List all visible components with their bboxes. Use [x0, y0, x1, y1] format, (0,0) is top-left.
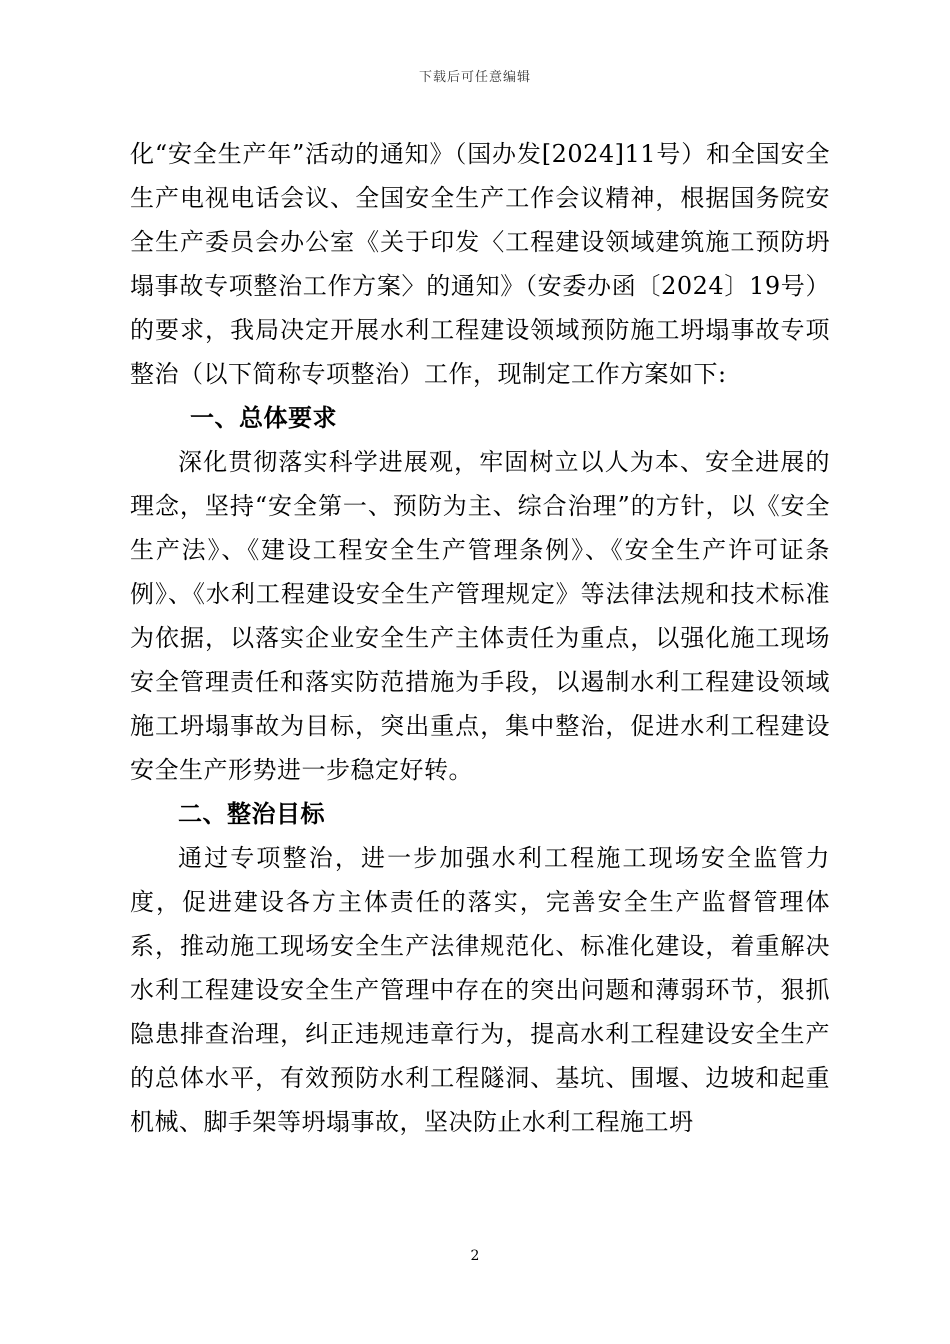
page-header: 下载后可任意编辑	[418, 70, 531, 85]
section-body-general-requirements: 深化贯彻落实科学进展观，牢固树立以人为本、安全进展的理念，坚持“安全第一、预防为主、综合治理”的方针，以《安全生产法》、《建设工程安全生产管理条例》、《安全生产许可证条例》、《水利工程建设安全生产管理规定》等法律法规和技术标准为依据，以落实企业安全生产主体责任为重点，以强化施工现场安全管理责任和落实防范措施为手段，以遏制水利工程建设领域施工坍塌事故为目标，突出重点，集中整治，促进水利工程建设安全生产形势进一步稳定好转。	[130, 448, 830, 784]
intro-paragraph: 化“安全生产年”活动的通知》（国办发[2024]11号）和全国安全生产电视电话会议、全国安全生产工作会议精神，根据国务院安全生产委员会办公室《关于印发〈工程建设领域建筑施工预防坍塌事故专项整治工作方案〉的通知》（安委办函〔2024〕19号）的要求，我局决定开展水利工程建设领域预防施工坍塌事故专项整治（以下简称专项整治）工作，现制定工作方案如下:	[130, 140, 830, 388]
section-body-rectification-goals: 通过专项整治，进一步加强水利工程施工现场安全监管力度，促进建设各方主体责任的落实，完善安全生产监督管理体系，推动施工现场安全生产法律规范化、标准化建设，着重解决水利工程建设安全生产管理中存在的突出问题和薄弱环节，狠抓隐患排查治理，纠正违规违章行为，提高水利工程建设安全生产的总体水平，有效预防水利工程隧洞、基坑、围堰、边坡和起重机械、脚手架等坍塌事故，坚决防止水利工程施工坍	[130, 844, 830, 1136]
section-heading-general-requirements: 一、总体要求	[190, 404, 337, 432]
document-body	[130, 132, 830, 1144]
section-heading-rectification-goals: 二、整治目标	[178, 800, 325, 828]
page-number: 2	[470, 1248, 480, 1264]
